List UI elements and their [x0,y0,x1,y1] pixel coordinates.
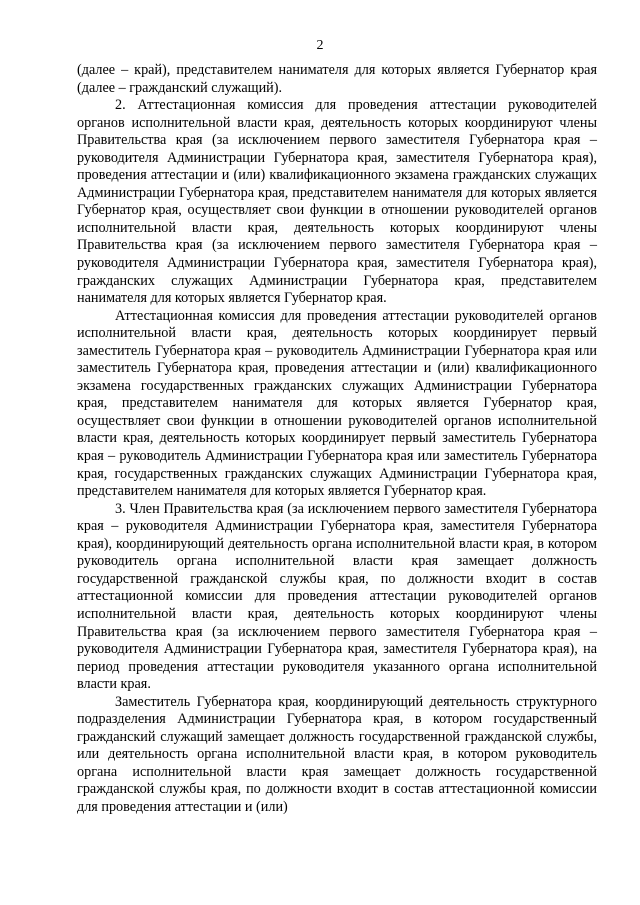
paragraph-item-3: 3. Член Правительства края (за исключением первого заместителя Губернатора края – руководителя Администрации Губернатора края, заместителя Губернатора края), координирующий деятельность органа исполнительной власти края, в котором руководитель органа исполнительной власти края замещает должность государственной гражданской службы края, по должности входит в состав аттестационной комиссии для проведения аттестации руководителей органов исполнительной власти края, деятельность которых координируют члены Правительства края (за исключением первого заместителя Губернатора края – руководителя Администрации Губернатора края, заместителя Губернатора края), на период проведения аттестации руководителя указанного органа исполнительной власти края. [77,500,597,693]
paragraph-item-2: 2. Аттестационная комиссия для проведения аттестации руководителей органов исполнительной власти края, деятельность которых координируют члены Правительства края (за исключением первого заместителя Губернатора края – руководителя Администрации Губернатора края, заместителя Губернатора края), проведения аттестации и (или) квалификационного экзамена гражданских служащих Администрации Губернатора края, представителем нанимателя для которых является Губернатор края, осуществляет свои функции в отношении руководителей органов исполнительной власти края, деятельность которых координируют члены Правительства края (за исключением первого заместителя Губернатора края – руководителя Администрации Губернатора края, заместителя Губернатора края), гражданских служащих Администрации Губернатора края, представителем нанимателя для которых является Губернатор края. [77,97,597,307]
paragraph-commission-deputy: Аттестационная комиссия для проведения аттестации руководителей органов исполнительной власти края, деятельность которых координирует первый заместитель Губернатора края – руководитель Администрации Губернатора края или заместитель Губернатора края, проведения аттестации и (или) квалификационного экзамена государственных гражданских служащих Администрации Губернатора края, представителем нанимателя для которых является Губернатор края, осуществляет свои функции в отношении руководителей органов исполнительной власти края, деятельность которых координирует первый заместитель Губернатора края – руководитель Администрации Губернатора края или заместитель Губернатора края, государственных гражданских служащих Администрации Губернатора края, представителем нанимателя для которых является Губернатор края. [77,307,597,500]
document-body [77,62,597,817]
paragraph-deputy-governor: Заместитель Губернатора края, координирующий деятельность структурного подразделения Администрации Губернатора края, в котором государственный гражданский служащий замещает должность государственной гражданской службы, или деятельность органа исполнительной власти края, в котором руководитель органа исполнительной власти края замещает должность государственной гражданской службы края, по должности входит в состав аттестационной комиссии для проведения аттестации и (или) [77,693,597,815]
page-number: 2 [316,38,324,53]
paragraph-continuation: (далее – край), представителем нанимателя для которых является Губернатор края (далее – гражданский служащий). [77,62,597,96]
